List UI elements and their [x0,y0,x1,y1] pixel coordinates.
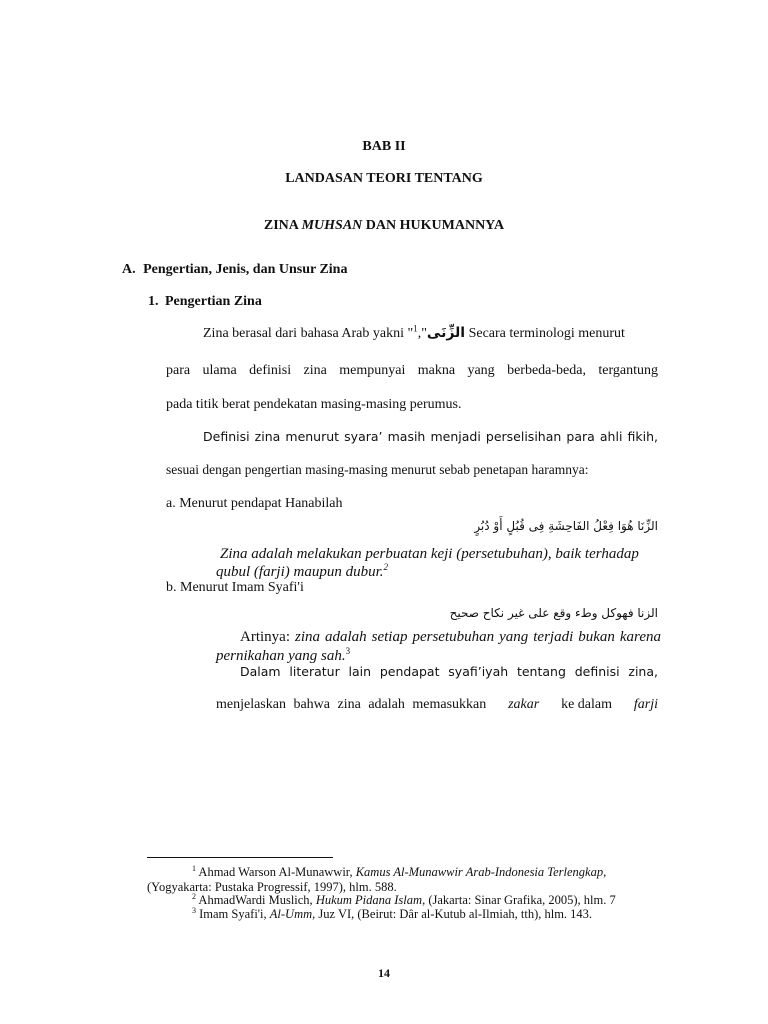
item-b-paragraph-line2: menjelaskan bahwa zina adalah memasukkan zakar ke dalam farji [216,697,658,712]
item-b-translation: Artinya: zina adalah setiap persetubuhan yang terjadi bukan karena pernikahan yang sah.$^3$ [216,629,661,664]
footnote-2: $^2$ AhmadWardi Muslich, Hukum Pidana Islam, (Jakarta: Sinar Grafika, 2005), hlm. 7 [192,891,616,907]
item-a-translation: Zina adalah melakukan perbuatan keji (persetubuhan), baik terhadap qubul (farji) maupun dubur.$^2$ [216,546,639,580]
footnote-1-number: 1 [192,863,196,873]
section-a-label: A. [122,262,136,277]
footnote-ref-1[interactable]: 1 [413,323,418,334]
item-a-label: a. Menurut pendapat Hanabilah [166,496,343,511]
paragraph2-line1: Definisi zina menurut syara’ masih menjadi perselisihan para ahli fikih, [203,429,658,444]
footnote-3-number: 3 [192,905,196,915]
footnote-ref-3[interactable]: 3 [345,646,351,656]
section-a-heading [122,262,347,278]
section-a-title: Pengertian, Jenis, dan Unsur Zina [143,262,348,277]
footnote-2-number: 2 [192,891,196,901]
item-b-arabic: الزنا فهوكل وطء وقع على غير نكاح صحيح [449,606,658,620]
page-number: 14 [378,966,390,980]
paragraph2-line2: sesuai dengan pengertian masing-masing menurut sebab penetapan haramnya: [166,462,589,477]
arabic-word-zina: الزِّنَى [426,325,466,341]
item-a-arabic: الزِّنَا هُوَا فِعْلُ الفَاحِشَةِ فِى قُبُلٍ أَوْ دُبُرٍ [474,519,658,533]
chapter-title-line1: LANDASAN TEORI TENTANG [285,171,483,186]
chapter-heading: BAB II [362,139,406,154]
farji-term: farji [633,697,658,712]
zakar-term: zakar [508,697,540,712]
footnote-3: $^3$ Imam Syafi'i, Al-Umm, Juz VI, (Beirut: Dâr al-Kutub al-Ilmiah, tth), hlm. 143. [192,905,593,921]
subsection-1-heading [148,294,262,310]
item-b-paragraph-line1: Dalam literatur lain pendapat syafi’iyah tentang definisi zina, [240,664,658,679]
subsection-1-label: 1. [148,294,159,309]
chapter-title-line2: ZINA MUHSAN DAN HUKUMANNYA [263,218,505,233]
footnote-1-line2: (Yogyakarta: Pustaka Progressif, 1997), hlm. 588. [147,880,397,894]
muhsan-term: MUHSAN [301,218,363,233]
subsection-1-title: Pengertian Zina [165,294,262,309]
paragraph1-line2: para ulama definisi zina mempunyai makna yang berbeda-beda, tergantung [166,363,658,378]
footnote-ref-2[interactable]: 2 [383,562,389,572]
item-b-label: b. Menurut Imam Syafi'i [166,580,304,595]
paragraph1-line3: pada titik berat pendekatan masing-masing perumus. [166,397,462,412]
footnote-1-line1: $^1$ Ahmad Warson Al-Munawwir, Kamus Al-Munawwir Arab-Indonesia Terlengkap, [192,863,607,879]
footnote-divider [147,857,333,858]
paragraph1-line1: Zina berasal dari bahasa Arab yakni " الزِّنَى",$^1$ Secara terminologi menurut [203,323,625,341]
